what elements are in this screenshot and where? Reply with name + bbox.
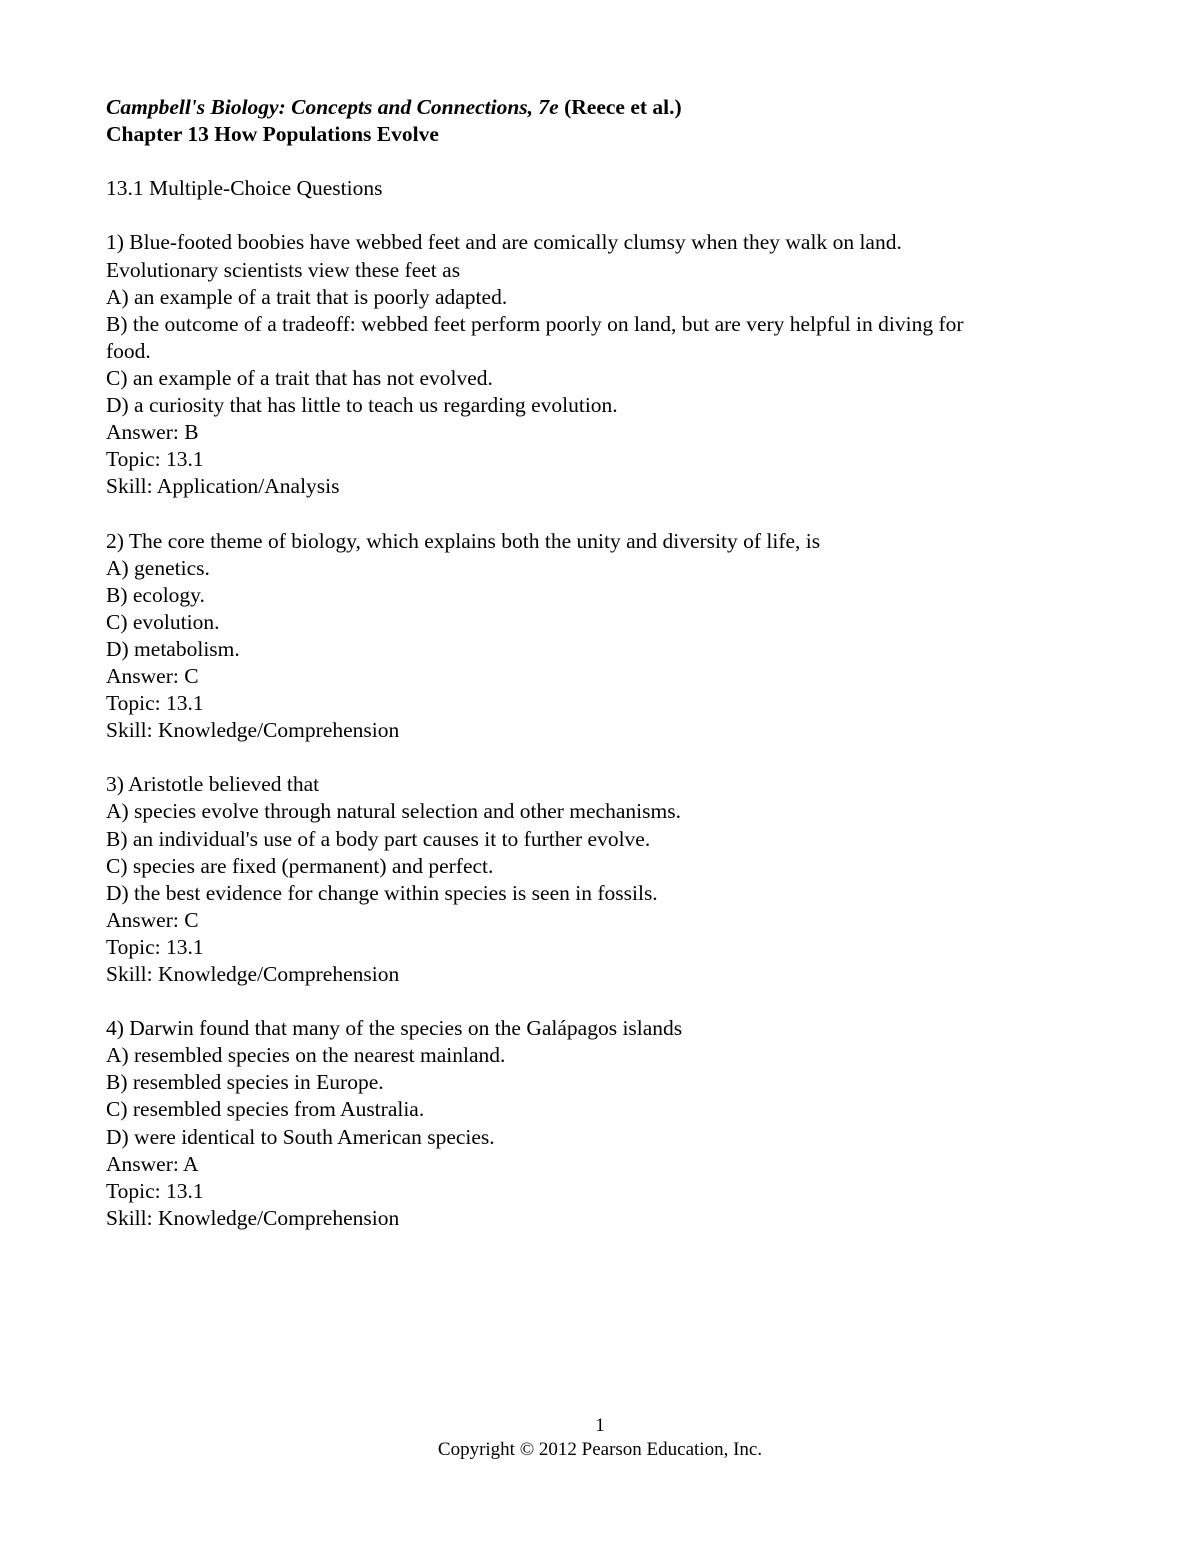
answer-option: D) were identical to South American species. <box>106 1124 495 1149</box>
question-stem: 2) The core theme of biology, which explains both the unity and diversity of life, is <box>106 528 821 553</box>
skill-label: Skill: Knowledge/Comprehension <box>106 718 400 743</box>
section-heading: 13.1 Multiple-Choice Questions <box>106 176 383 201</box>
answer-key: Answer: B <box>106 420 199 445</box>
question-stem: 1) Blue-footed boobies have webbed feet and are comically clumsy when they walk on land. <box>106 230 902 255</box>
question-stem: 4) Darwin found that many of the species on the Galápagos islands <box>106 1016 683 1041</box>
copyright-notice: Copyright © 2012 Pearson Education, Inc. <box>437 1439 763 1460</box>
answer-option: food. <box>106 338 151 363</box>
answer-option: C) species are fixed (permanent) and perfect. <box>106 853 494 878</box>
answer-option: D) the best evidence for change within species is seen in fossils. <box>106 880 658 905</box>
spacer <box>106 500 1066 527</box>
skill-label: Skill: Knowledge/Comprehension <box>106 1205 400 1230</box>
answer-option: A) genetics. <box>106 555 210 580</box>
page-number: 1 <box>595 1415 605 1436</box>
answer-option: A) species evolve through natural selection and other mechanisms. <box>106 799 681 824</box>
answer-option: A) resembled species on the nearest mainland. <box>106 1043 506 1068</box>
answer-option: C) an example of a trait that has not evolved. <box>106 365 493 390</box>
spacer <box>106 744 1066 771</box>
answer-option: A) an example of a trait that is poorly adapted. <box>106 284 508 309</box>
book-title-authors: (Reece et al.) <box>558 95 682 119</box>
question-stem: 3) Aristotle believed that <box>106 772 320 797</box>
topic-label: Topic: 13.1 <box>106 447 204 472</box>
book-title <box>106 94 1066 121</box>
answer-option: C) evolution. <box>106 609 220 634</box>
answer-option: D) metabolism. <box>106 636 240 661</box>
book-title-italic: Campbell's Biology: Concepts and Connections, 7e <box>106 95 559 119</box>
answer-option: B) ecology. <box>106 582 205 607</box>
page-content <box>106 94 1066 1232</box>
skill-label: Skill: Application/Analysis <box>106 474 340 499</box>
chapter-title: Chapter 13 How Populations Evolve <box>106 122 439 147</box>
answer-option: B) an individual's use of a body part causes it to further evolve. <box>106 826 651 851</box>
answer-key: Answer: C <box>106 907 199 932</box>
question-2 <box>106 528 1066 745</box>
spacer <box>106 988 1066 1015</box>
topic-label: Topic: 13.1 <box>106 691 204 716</box>
spacer <box>106 148 1066 175</box>
question-1 <box>106 229 1066 500</box>
answer-key: Answer: A <box>106 1151 199 1176</box>
answer-option: B) the outcome of a tradeoff: webbed feet perform poorly on land, but are very helpful in diving for <box>106 311 964 336</box>
topic-label: Topic: 13.1 <box>106 934 204 959</box>
skill-label: Skill: Knowledge/Comprehension <box>106 962 400 986</box>
answer-key: Answer: C <box>106 663 199 688</box>
spacer <box>106 202 1066 229</box>
question-3 <box>106 771 1066 988</box>
question-stem: Evolutionary scientists view these feet as <box>106 257 461 282</box>
question-4 <box>106 1015 1066 1232</box>
answer-option: C) resembled species from Australia. <box>106 1097 425 1122</box>
answer-option: B) resembled species in Europe. <box>106 1070 384 1095</box>
topic-label: Topic: 13.1 <box>106 1178 204 1203</box>
answer-option: D) a curiosity that has little to teach us regarding evolution. <box>106 393 618 418</box>
